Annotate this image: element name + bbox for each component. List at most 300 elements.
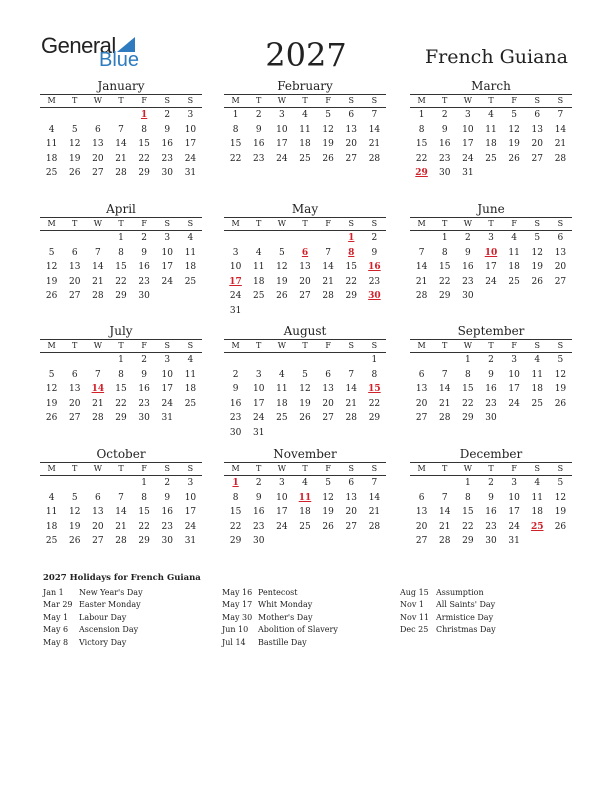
day-cell: 23 [229,413,242,423]
day-cell: 5 [511,110,517,120]
day-cell: 2 [232,369,239,380]
day-cell: 2 [255,478,262,488]
day-cell: 18 [299,507,311,517]
day-cell: 3 [278,110,285,120]
day-cell: 13 [322,384,334,394]
week-row [224,426,386,441]
day-cell: 14 [415,262,428,272]
day-cell: 25 [276,413,288,423]
day-cell: 16 [438,139,451,149]
holiday-name: Bastille Day [258,637,307,647]
weekday-label: T [118,219,124,228]
empty-day-cell [317,231,340,246]
day-cell: 12 [554,492,567,503]
month-august [224,324,386,440]
day-cell: 2 [164,478,171,488]
day-cell: 16 [229,398,242,409]
day-cell: 22 [229,521,242,532]
empty-day-cell [479,166,502,181]
weekday-label: S [557,96,564,105]
week-row [224,397,386,412]
day-cell: 6 [94,124,101,135]
day-cell: 8 [118,247,124,258]
day-cell: 27 [531,153,543,164]
empty-day-cell [410,353,433,368]
week-row [224,505,386,520]
day-cell: 19 [322,139,334,149]
day-cell: 12 [68,139,81,149]
day-cell: 22 [438,276,451,287]
day-cell: 7 [418,247,425,258]
weekday-header [40,94,202,108]
day-cell: 17 [276,507,288,517]
day-cell: 13 [345,124,357,135]
weekday-label: S [348,341,355,350]
day-cell: 30 [138,413,150,423]
day-cell: 12 [554,369,567,380]
day-cell: 11 [184,369,197,380]
weekday-label: S [164,219,171,228]
day-cell: 1 [118,355,124,365]
day-cell: 6 [71,369,78,380]
day-cell: 14 [322,262,334,272]
day-cell: 17 [508,507,520,517]
weekday-header [410,217,572,231]
week-row [40,382,202,397]
day-cell: 29 [462,536,474,546]
day-cell: 8 [464,369,471,380]
day-cell: 30 [462,291,474,301]
day-cell: 17 [184,507,197,517]
day-cell: 3 [187,110,194,120]
day-cell: 7 [371,478,378,488]
day-cell: 28 [92,413,104,423]
week-row [40,505,202,520]
day-cell: 2 [464,233,471,243]
weekday-label: M [47,464,56,473]
empty-day-cell [247,353,270,368]
weekday-label: M [47,219,56,228]
day-cell: 14 [438,384,451,394]
day-cell: 17 [161,262,173,272]
month-april [40,202,202,304]
day-cell: 10 [276,124,288,135]
day-cell: 30 [229,427,242,438]
holiday-item [43,599,143,611]
holiday-day-cell: 17 [229,276,242,287]
empty-day-cell [317,426,340,441]
day-cell: 27 [92,168,104,178]
day-cell: 8 [141,124,147,135]
day-cell: 6 [71,247,78,258]
holiday-item [400,624,496,636]
day-cell: 13 [415,384,428,394]
day-cell: 17 [462,139,474,149]
empty-day-cell [479,289,502,304]
empty-day-cell [503,411,526,426]
day-cell: 17 [485,262,497,272]
holiday-item [43,612,143,624]
day-cell: 20 [68,398,81,409]
day-cell: 20 [554,262,567,272]
empty-day-cell [63,476,86,491]
month-december [410,447,572,549]
empty-day-cell [293,304,316,319]
day-cell: 15 [115,262,127,272]
day-cell: 28 [345,413,357,423]
week-row [410,275,572,290]
day-cell: 14 [554,124,567,135]
day-cell: 14 [345,384,357,394]
week-row [224,108,386,123]
day-cell: 26 [322,153,334,164]
day-cell: 18 [45,153,58,164]
empty-day-cell [526,411,549,426]
holiday-name: Pentecost [258,588,298,597]
day-cell: 22 [229,153,242,164]
day-cell: 7 [441,492,448,503]
day-cell: 4 [534,478,541,488]
holidays-title: 2027 Holidays for French Guiana [43,573,201,583]
weekday-label: F [325,341,331,350]
weekday-label: S [557,464,564,473]
day-cell: 10 [462,124,474,135]
weekday-label: S [164,341,171,350]
day-cell: 27 [322,413,334,423]
weekday-label: T [72,219,78,228]
day-cell: 1 [441,233,448,243]
day-cell: 29 [462,413,474,423]
day-cell: 22 [462,521,474,532]
day-cell: 10 [252,384,265,394]
week-row [224,476,386,491]
day-cell: 24 [161,276,173,287]
week-row [224,353,386,368]
day-cell: 14 [438,507,451,517]
week-row [40,246,202,261]
day-cell: 3 [278,478,285,488]
week-row [410,411,572,426]
weekday-label: M [417,219,426,228]
day-cell: 4 [255,247,262,258]
weekday-label: F [325,464,331,473]
holiday-column [400,587,496,637]
day-cell: 14 [92,262,104,272]
week-row [40,231,202,246]
week-row [40,397,202,412]
weekday-label: T [118,96,124,105]
week-row [40,368,202,383]
weekday-label: S [557,219,564,228]
weekday-label: T [488,219,494,228]
week-row [224,137,386,152]
day-cell: 10 [184,492,197,503]
day-cell: 15 [138,139,150,149]
weekday-label: W [277,219,286,228]
day-cell: 22 [115,276,127,287]
weekday-label: T [488,341,494,350]
week-row [224,275,386,290]
weekday-label: T [442,219,448,228]
day-cell: 4 [511,233,517,243]
weekday-label: W [463,464,472,473]
day-cell: 10 [508,492,520,503]
day-cell: 25 [531,398,543,409]
day-cell: 12 [322,124,334,135]
weekday-label: M [231,219,240,228]
empty-day-cell [410,476,433,491]
week-row [224,520,386,535]
day-cell: 24 [229,291,242,301]
week-row [410,520,572,535]
month-january [40,79,202,181]
weekday-label: W [93,464,102,473]
week-row [40,289,202,304]
day-cell: 15 [438,262,451,272]
day-cell: 15 [462,384,474,394]
empty-day-cell [293,231,316,246]
day-cell: 28 [368,153,381,164]
day-cell: 12 [68,507,81,517]
day-cell: 26 [531,276,543,287]
day-cell: 31 [229,305,242,316]
day-cell: 9 [141,369,147,380]
weekday-label: T [302,341,308,350]
month-november [224,447,386,549]
holiday-date: Aug 15 [400,588,429,597]
day-cell: 19 [299,398,311,409]
week-row [40,476,202,491]
weekday-label: W [93,219,102,228]
holiday-item [400,587,496,599]
empty-day-cell [503,289,526,304]
day-cell: 10 [229,262,242,272]
day-cell: 28 [115,168,127,178]
weekday-label: M [47,96,56,105]
day-cell: 26 [554,398,567,409]
week-row [224,411,386,426]
empty-day-cell [63,231,86,246]
day-cell: 19 [45,276,58,287]
month-name: December [459,447,523,461]
day-cell: 23 [462,276,474,287]
day-cell: 4 [187,233,194,243]
weekday-header [40,339,202,353]
weekday-label: S [534,464,541,473]
weekday-label: F [325,219,331,228]
weekday-header [410,94,572,108]
empty-day-cell [317,534,340,549]
weekday-label: T [256,464,262,473]
weekday-label: S [348,219,355,228]
day-cell: 22 [345,276,357,287]
weekday-label: S [164,464,171,473]
day-cell: 31 [161,413,173,423]
day-cell: 10 [161,247,173,258]
weekday-label: S [187,464,194,473]
day-cell: 17 [508,384,520,394]
day-cell: 21 [554,139,567,149]
empty-day-cell [270,426,293,441]
week-row [224,534,386,549]
day-cell: 4 [278,369,285,380]
empty-day-cell [40,353,63,368]
month-name: February [277,79,333,93]
week-row [224,246,386,261]
holiday-name: Whit Monday [258,600,313,610]
holiday-day-cell: 11 [298,492,312,503]
day-cell: 23 [252,521,265,532]
day-cell: 9 [164,492,171,503]
day-cell: 6 [325,369,331,380]
day-cell: 9 [255,492,262,503]
day-cell: 27 [415,536,428,546]
day-cell: 11 [252,262,265,272]
day-cell: 22 [462,398,474,409]
day-cell: 1 [118,233,124,243]
day-cell: 3 [511,478,517,488]
day-cell: 13 [92,507,104,517]
day-cell: 31 [252,427,265,438]
week-row [410,152,572,167]
day-cell: 29 [115,413,127,423]
day-cell: 23 [438,153,451,164]
day-cell: 18 [508,262,520,272]
weekday-label: W [463,341,472,350]
holiday-name: Easter Monday [79,600,141,610]
day-cell: 7 [118,492,124,503]
day-cell: 15 [345,262,357,272]
weekday-label: S [187,219,194,228]
holiday-day-cell: 25 [531,521,544,532]
day-cell: 7 [441,369,448,380]
holiday-day-cell: 16 [368,262,381,272]
empty-day-cell [340,304,363,319]
day-cell: 30 [161,168,173,178]
weekday-label: T [302,464,308,473]
day-cell: 20 [415,398,428,409]
day-cell: 23 [485,398,497,409]
week-row [410,166,572,181]
day-cell: 14 [115,507,127,517]
day-cell: 3 [488,233,494,243]
day-cell: 27 [554,276,567,287]
weekday-label: S [187,96,194,105]
holiday-date: May 16 [222,588,253,597]
empty-day-cell [86,108,109,123]
day-cell: 28 [115,536,127,546]
holiday-item [43,637,143,649]
day-cell: 13 [531,124,543,135]
empty-day-cell [63,353,86,368]
weekday-label: F [141,219,147,228]
week-row [224,289,386,304]
week-row [410,368,572,383]
week-row [40,411,202,426]
day-cell: 16 [485,384,497,394]
holiday-item [400,599,496,611]
day-cell: 25 [485,153,497,164]
day-cell: 18 [276,398,288,409]
empty-day-cell [156,289,179,304]
holiday-date: Jan 1 [43,588,64,597]
day-cell: 29 [229,536,242,546]
day-cell: 26 [299,413,311,423]
day-cell: 21 [322,276,334,287]
day-cell: 13 [415,507,428,517]
day-cell: 21 [368,139,381,149]
day-cell: 23 [138,398,150,409]
day-cell: 28 [92,291,104,301]
week-row [410,260,572,275]
day-cell: 15 [229,507,242,517]
weekday-header [224,339,386,353]
day-cell: 22 [415,153,428,164]
holiday-item [222,637,338,649]
weekday-label: W [93,341,102,350]
day-cell: 16 [138,262,150,272]
day-cell: 24 [485,276,497,287]
logo-blue-text: Blue [99,49,140,71]
day-cell: 26 [276,291,288,301]
day-cell: 11 [276,384,288,394]
month-may [224,202,386,318]
holiday-day-cell: 15 [368,384,381,394]
weekday-label: T [442,464,448,473]
day-cell: 4 [48,124,55,135]
empty-day-cell [247,304,270,319]
day-cell: 29 [138,536,150,546]
day-cell: 19 [554,507,567,517]
holiday-item [400,612,496,624]
day-cell: 5 [325,110,331,120]
day-cell: 31 [508,536,520,546]
empty-day-cell [270,534,293,549]
day-cell: 3 [187,478,194,488]
day-cell: 2 [255,110,262,120]
week-row [224,382,386,397]
day-cell: 11 [531,369,543,380]
day-cell: 24 [184,521,197,532]
day-cell: 5 [557,478,564,488]
holiday-date: Mar 29 [43,600,73,610]
weekday-label: F [511,219,517,228]
holiday-name: Christmas Day [436,625,496,635]
logo-general-text: General [41,33,116,58]
empty-day-cell [293,426,316,441]
weekday-label: S [371,219,378,228]
day-cell: 5 [278,247,285,258]
day-cell: 7 [325,247,331,258]
week-row [40,166,202,181]
day-cell: 7 [557,110,564,120]
day-cell: 5 [71,124,78,135]
day-cell: 7 [94,247,101,258]
empty-day-cell [549,289,572,304]
day-cell: 8 [232,492,239,503]
day-cell: 26 [68,536,81,546]
week-row [410,353,572,368]
day-cell: 6 [348,478,355,488]
day-cell: 20 [415,521,428,532]
day-cell: 15 [138,507,150,517]
day-cell: 5 [557,355,564,365]
weekday-label: S [557,341,564,350]
day-cell: 2 [371,233,378,243]
day-cell: 4 [302,110,308,120]
day-cell: 21 [368,507,381,517]
weekday-label: F [141,341,147,350]
